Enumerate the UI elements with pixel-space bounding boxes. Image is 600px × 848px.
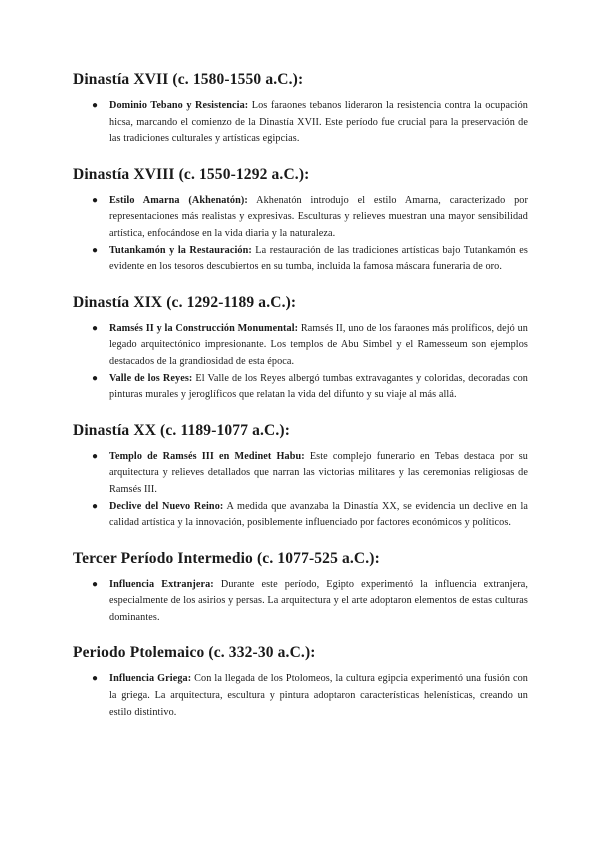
section-dinastia-xx <box>73 421 528 532</box>
item-text: Los faraones tebanos lideraron la resistencia contra la ocupación hicsa, marcando el comienzo de la Dinastía XVII. Este período fue crucial para la preservación de las tradiciones culturales y artísticas egipcias. <box>109 100 529 145</box>
bullet-list <box>73 98 528 148</box>
item-term: Influencia Griega: <box>109 673 192 685</box>
list-item <box>92 499 528 532</box>
list-item <box>92 449 528 499</box>
item-term: Valle de los Reyes: <box>109 372 193 384</box>
item-text: Akhenatón introdujo el estilo Amarna, caracterizado por representaciones más realistas y expresivas. Esculturas y relieves muestran una mayor sensibilidad artística, enfocándose en la vida diaria y la naturaleza. <box>109 194 528 239</box>
bullet-icon: ● <box>92 100 99 111</box>
bullet-list <box>73 671 528 721</box>
list-item <box>92 193 528 243</box>
section-periodo-ptolemaico <box>73 643 528 721</box>
list-item <box>92 577 528 627</box>
item-term: Influencia Extranjera: <box>109 578 214 590</box>
item-text: Con la llegada de los Ptolomeos, la cultura egipcia experimentó una fusión con la griega. La arquitectura, escultura y pintura adoptaron características helenísticas, creando un estilo distintivo. <box>109 673 528 718</box>
item-text: Durante este período, Egipto experimentó la influencia extranjera, especialmente de los asirios y persas. La arquitectura y el arte adoptaron elementos de estas culturas dominantes. <box>109 578 528 623</box>
section-heading: Periodo Ptolemaico (c. 332-30 a.C.): <box>73 644 316 662</box>
bullet-icon: ● <box>92 372 99 384</box>
item-text: Ramsés II, uno de los faraones más prolíficos, dejó un legado arquitectónico impresionante. Los templos de Abu Simbel y el Ramesseum son ejemplos destacados de la grandiosidad de esta época. <box>109 322 528 367</box>
bullet-icon: ● <box>92 450 99 462</box>
section-dinastia-xix <box>73 293 528 404</box>
item-text: Este complejo funerario en Tebas destaca por su arquitectura y relieves detallados que narran las victorias militares y las ceremonias religiosas de Ramsés III. <box>109 450 528 495</box>
bullet-icon: ● <box>92 194 99 206</box>
bullet-icon: ● <box>92 244 99 256</box>
item-term: Ramsés II y la Construcción Monumental: <box>109 322 299 334</box>
list-item <box>92 671 528 721</box>
list-item <box>92 321 528 371</box>
item-text: La restauración de las tradiciones artísticas bajo Tutankamón es evidente en los tesoros descubiertos en su tumba, incluida la famosa máscara funeraria de oro. <box>109 244 528 273</box>
bullet-list <box>73 193 528 276</box>
bullet-icon: ● <box>92 578 99 590</box>
list-item <box>92 243 528 276</box>
bullet-list <box>73 449 528 532</box>
bullet-icon: ● <box>92 673 99 685</box>
item-term: Dominio Tebano y Resistencia: <box>109 100 249 111</box>
section-heading: Tercer Período Intermedio (c. 1077-525 a.C.): <box>73 549 380 567</box>
bullet-list <box>73 321 528 404</box>
item-term: Declive del Nuevo Reino: <box>109 500 224 512</box>
section-heading: Dinastía XX (c. 1189-1077 a.C.): <box>73 421 291 439</box>
list-item <box>92 371 528 404</box>
bullet-icon: ● <box>92 322 99 334</box>
item-term: Templo de Ramsés III en Medinet Habu: <box>109 450 305 462</box>
section-dinastia-xviii <box>73 165 528 276</box>
item-term: Estilo Amarna (Akhenatón): <box>109 194 248 206</box>
section-dinastia-xvii <box>73 70 528 148</box>
section-heading: Dinastía XVIII (c. 1550-1292 a.C.): <box>73 165 310 183</box>
section-tercer-periodo <box>73 549 528 627</box>
bullet-icon: ● <box>92 500 99 512</box>
section-heading: Dinastía XVII (c. 1580-1550 a.C.): <box>73 71 304 88</box>
section-heading: Dinastía XIX (c. 1292-1189 a.C.): <box>73 293 297 311</box>
bullet-list <box>73 577 528 627</box>
item-text: El Valle de los Reyes albergó tumbas extravagantes y coloridas, decoradas con pinturas murales y jeroglíficos que relatan la vida del difunto y su viaje al más allá. <box>109 372 528 401</box>
item-term: Tutankamón y la Restauración: <box>109 244 252 256</box>
list-item <box>92 98 529 148</box>
item-text: A medida que avanzaba la Dinastía XX, se evidencia un declive en la calidad artística y la innovación, posiblemente influenciado por factores económicos y políticos. <box>109 500 528 529</box>
